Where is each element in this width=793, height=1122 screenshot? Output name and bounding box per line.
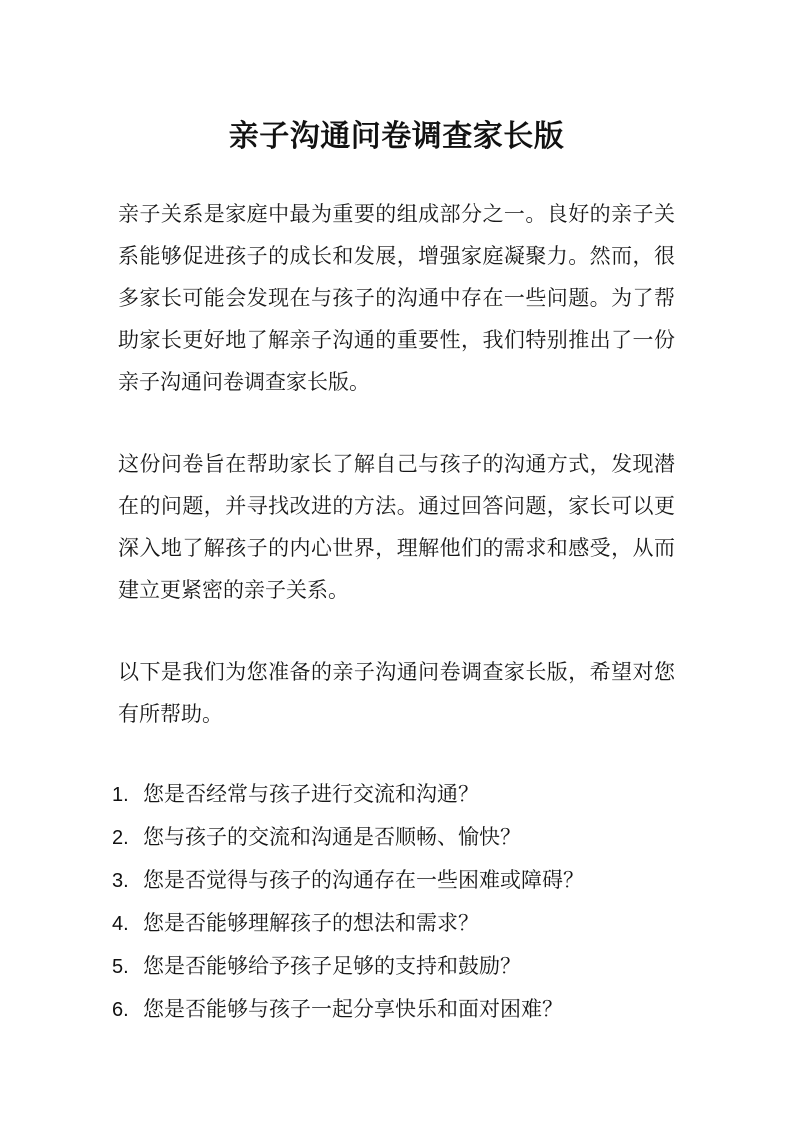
question-text: 您是否经常与孩子进行交流和沟通？: [143, 782, 479, 806]
question-text: 您与孩子的交流和沟通是否顺畅、愉快？: [143, 825, 521, 849]
question-list: [112, 773, 675, 1031]
question-text: 您是否能够给予孩子足够的支持和鼓励？: [143, 954, 521, 978]
document-title: 亲子沟通问卷调查家长版: [228, 119, 565, 154]
question-item-6: [112, 988, 675, 1031]
question-number: 5.: [112, 956, 129, 978]
question-number: 6.: [112, 999, 129, 1021]
question-item-1: [112, 773, 675, 816]
question-text: 您是否能够理解孩子的想法和需求？: [143, 911, 479, 935]
question-item-4: [112, 902, 675, 945]
question-text: 您是否觉得与孩子的沟通存在一些困难或障碍？: [143, 868, 584, 892]
intro-paragraph-2: 这份问卷旨在帮助家长了解自己与孩子的沟通方式，发现潜在的问题，并寻找改进的方法。通过回答问题，家长可以更深入地了解孩子的内心世界，理解他们的需求和感受，从而建立更紧密的亲子关系。: [118, 452, 675, 602]
question-text: 您是否能够与孩子一起分享快乐和面对困难？: [143, 997, 563, 1021]
question-number: 4.: [112, 913, 129, 935]
question-item-3: [112, 859, 675, 902]
question-item-5: [112, 945, 675, 988]
intro-paragraph-1: 亲子关系是家庭中最为重要的组成部分之一。良好的亲子关系能够促进孩子的成长和发展，增强家庭凝聚力。然而，很多家长可能会发现在与孩子的沟通中存在一些问题。为了帮助家长更好地了解亲子沟通的重要性，我们特别推出了一份亲子沟通问卷调查家长版。: [118, 202, 675, 394]
question-number: 1.: [112, 784, 129, 806]
question-number: 2.: [112, 827, 129, 849]
question-item-2: [112, 816, 675, 859]
intro-paragraph-3: 以下是我们为您准备的亲子沟通问卷调查家长版，希望对您有所帮助。: [118, 660, 675, 726]
question-number: 3.: [112, 870, 129, 892]
